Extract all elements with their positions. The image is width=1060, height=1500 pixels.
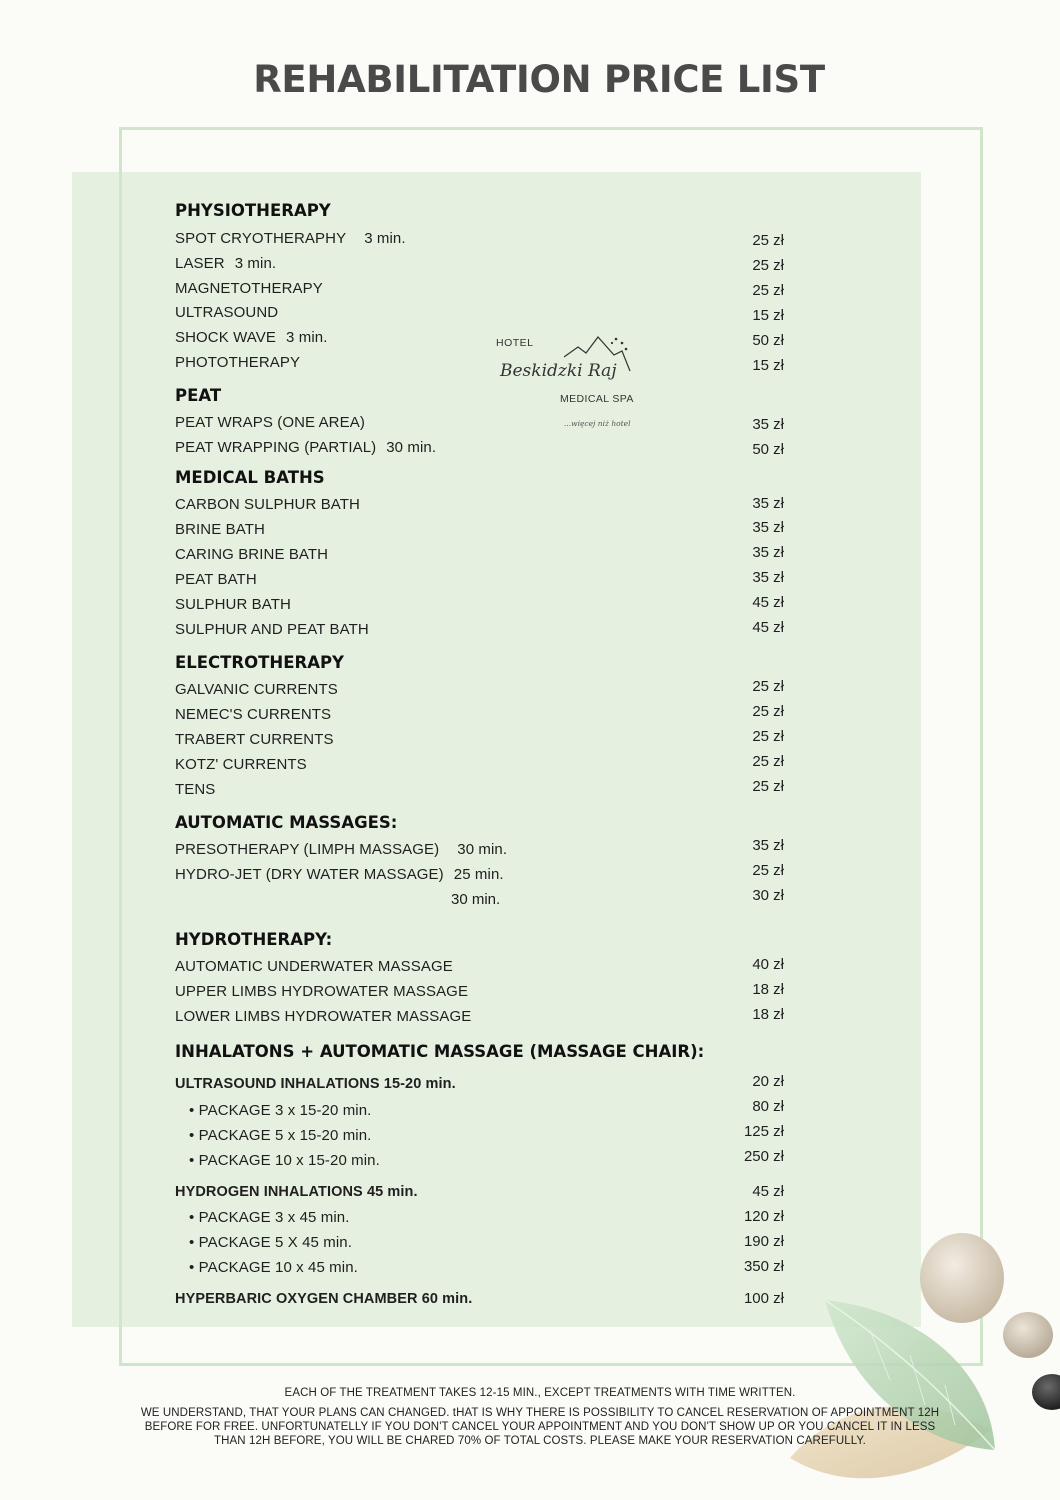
- list-item: ULTRASOUND: [175, 304, 279, 321]
- list-item: TENS: [175, 781, 216, 798]
- price: 25 zł: [752, 282, 784, 299]
- list-item: HYPERBARIC OXYGEN CHAMBER 60 min.: [175, 1291, 473, 1307]
- price: 350 zł: [743, 1258, 784, 1275]
- price: 25 zł: [752, 703, 784, 720]
- list-item: AUTOMATIC UNDERWATER MASSAGE: [175, 958, 453, 975]
- section-heading-automatic-massages: AUTOMATIC MASSAGES:: [175, 813, 398, 832]
- list-item: PEAT WRAPS (ONE AREA): [175, 414, 365, 431]
- price: 80 zł: [752, 1098, 784, 1115]
- price: 50 zł: [752, 332, 784, 349]
- list-item: LOWER LIMBS HYDROWATER MASSAGE: [175, 1008, 472, 1025]
- footer-policy-line: BEFORE FOR FREE. UNFORTUNATELLY IF YOU DON'T CANCEL YOUR APPOINTMENT AND YOU DON'T SHOW UP OR YOU CANCEL IT IN LESS: [144, 1421, 936, 1433]
- logo-brand-text: Beskidzki Raj: [500, 361, 617, 381]
- logo-spa-text: MEDICAL SPA: [560, 393, 634, 405]
- list-item: PRESOTHERAPY (LIMPH MASSAGE) 30 min.: [175, 841, 508, 858]
- price: 100 zł: [743, 1290, 784, 1307]
- package-item: • PACKAGE 10 x 45 min.: [189, 1259, 358, 1276]
- price: 45 zł: [752, 619, 784, 636]
- price: 15 zł: [752, 357, 784, 374]
- list-item: BRINE BATH: [175, 521, 265, 538]
- list-item: MAGNETOTHERAPY: [175, 280, 323, 297]
- price: 18 zł: [752, 1006, 784, 1023]
- stones-and-leaf-decoration: [780, 1200, 1060, 1500]
- list-item: HYDROGEN INHALATIONS 45 min.: [175, 1184, 418, 1200]
- list-item: PEAT BATH: [175, 571, 257, 588]
- price: 15 zł: [752, 307, 784, 324]
- footer-policy-line: WE UNDERSTAND, THAT YOUR PLANS CAN CHANGED. tHAT IS WHY THERE IS POSSIBILITY TO CANCEL RESERVATION OF APPOINTMENT 12H: [140, 1407, 940, 1419]
- price: 250 zł: [743, 1148, 784, 1165]
- price: 18 zł: [752, 981, 784, 998]
- package-item: • PACKAGE 3 x 45 min.: [189, 1209, 350, 1226]
- duration-option: 30 min.: [451, 891, 501, 908]
- list-item: SULPHUR BATH: [175, 596, 291, 613]
- price: 40 zł: [752, 956, 784, 973]
- section-heading-medical-baths: MEDICAL BATHS: [175, 468, 325, 487]
- price: 50 zł: [752, 441, 784, 458]
- list-item: UPPER LIMBS HYDROWATER MASSAGE: [175, 983, 469, 1000]
- list-item: SHOCK WAVE 3 min.: [175, 329, 328, 346]
- list-item: LASER 3 min.: [175, 255, 277, 272]
- price: 35 zł: [752, 569, 784, 586]
- package-item: • PACKAGE 5 x 15-20 min.: [189, 1127, 372, 1144]
- price: 25 zł: [752, 862, 784, 879]
- price: 25 zł: [752, 728, 784, 745]
- section-heading-hydrotherapy: HYDROTHERAPY:: [175, 930, 333, 949]
- price: 25 zł: [752, 232, 784, 249]
- price: 25 zł: [752, 778, 784, 795]
- list-item: CARBON SULPHUR BATH: [175, 496, 360, 513]
- list-item: NEMEC'S CURRENTS: [175, 706, 332, 723]
- price: 30 zł: [752, 887, 784, 904]
- list-item: GALVANIC CURRENTS: [175, 681, 338, 698]
- list-item: PHOTOTHERAPY: [175, 354, 301, 371]
- footer-policy-line: THAN 12H BEFORE, YOU WILL BE CHARED 70% OF TOTAL COSTS. PLEASE MAKE YOUR RESERVATION CAREFULLY.: [214, 1435, 866, 1447]
- section-heading-peat: PEAT: [175, 386, 222, 405]
- list-item: HYDRO-JET (DRY WATER MASSAGE) 25 min.: [175, 866, 504, 883]
- list-item: ULTRASOUND INHALATIONS 15-20 min.: [175, 1076, 456, 1092]
- footer-note: EACH OF THE TREATMENT TAKES 12-15 MIN., EXCEPT TREATMENTS WITH TIME WRITTEN.: [284, 1387, 796, 1399]
- price: 25 zł: [752, 257, 784, 274]
- list-item: CARING BRINE BATH: [175, 546, 329, 563]
- price: 125 zł: [743, 1123, 784, 1140]
- section-heading-inhalations: INHALATONS + AUTOMATIC MASSAGE (MASSAGE CHAIR):: [175, 1042, 705, 1061]
- list-item: TRABERT CURRENTS: [175, 731, 334, 748]
- price: 25 zł: [752, 753, 784, 770]
- price: 35 zł: [752, 495, 784, 512]
- price: 35 zł: [752, 837, 784, 854]
- price: 20 zł: [752, 1073, 784, 1090]
- price: 35 zł: [752, 544, 784, 561]
- price: 45 zł: [752, 594, 784, 611]
- page-title: REHABILITATION PRICE LIST: [253, 58, 825, 101]
- package-item: • PACKAGE 10 x 15-20 min.: [189, 1152, 380, 1169]
- list-item: SULPHUR AND PEAT BATH: [175, 621, 369, 638]
- price: 35 zł: [752, 416, 784, 433]
- price: 120 zł: [743, 1208, 784, 1225]
- logo-hotel-text: HOTEL: [496, 337, 534, 349]
- section-heading-electrotherapy: ELECTROTHERAPY: [175, 653, 345, 672]
- section-heading-physiotherapy: PHYSIOTHERAPY: [175, 201, 331, 220]
- price: 35 zł: [752, 519, 784, 536]
- hotel-logo: [494, 333, 644, 438]
- logo-tagline: ...więcej niż hotel: [564, 419, 631, 428]
- price: 25 zł: [752, 678, 784, 695]
- list-item: KOTZ' CURRENTS: [175, 756, 307, 773]
- price: 45 zł: [752, 1183, 784, 1200]
- price: 190 zł: [743, 1233, 784, 1250]
- list-item: SPOT CRYOTHERAPHY 3 min.: [175, 230, 406, 247]
- package-item: • PACKAGE 5 X 45 min.: [189, 1234, 352, 1251]
- list-item: PEAT WRAPPING (PARTIAL) 30 min.: [175, 439, 437, 456]
- package-item: • PACKAGE 3 x 15-20 min.: [189, 1102, 372, 1119]
